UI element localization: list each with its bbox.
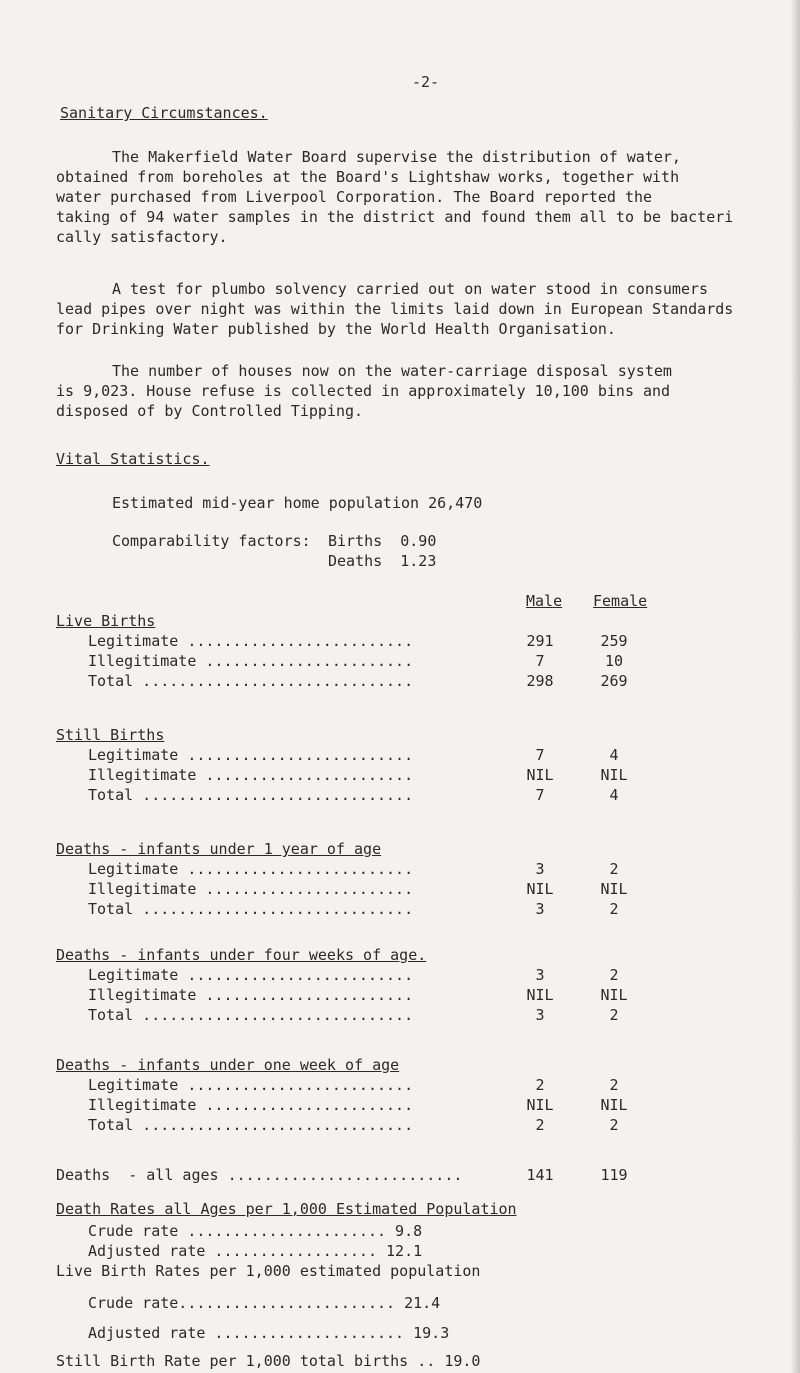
para1-line4: taking of 94 water samples in the district and found them all to be bacteri xyxy=(56,208,734,226)
male-value: 3 xyxy=(535,860,545,878)
page-edge-shadow xyxy=(790,0,800,1373)
row-label: Total .............................. xyxy=(88,1116,414,1134)
male-value: 3 xyxy=(535,900,545,918)
para3-line3: disposed of by Controlled Tipping. xyxy=(56,402,364,420)
row-label: Illegitimate ....................... xyxy=(88,986,414,1004)
death-rates-heading-text: Death Rates all Ages per 1,000 Estimated Population xyxy=(56,1200,517,1218)
para1-line2: obtained from boreholes at the Board's Lightshaw works, together with xyxy=(56,168,680,186)
female-value: 2 xyxy=(609,966,619,984)
male-value: NIL xyxy=(526,766,554,784)
male-value: 291 xyxy=(526,632,554,650)
section-heading xyxy=(56,1056,399,1074)
row-label: Legitimate ......................... xyxy=(88,632,414,650)
male-value: 7 xyxy=(535,786,545,804)
deaths-factor: Deaths 1.23 xyxy=(328,552,437,570)
birth-crude-rate: Crude rate........................ 21.4 xyxy=(88,1294,441,1312)
column-male xyxy=(526,592,562,610)
section-heading xyxy=(56,840,381,858)
death-crude-rate: Crude rate ...................... 9.8 xyxy=(88,1222,423,1240)
page-number: -2- xyxy=(412,73,440,91)
sanitary-heading-text: Sanitary Circumstances. xyxy=(60,104,268,122)
row-label: Illegitimate ....................... xyxy=(88,1096,414,1114)
female-value: 4 xyxy=(609,786,619,804)
death-adjusted-rate: Adjusted rate .................. 12.1 xyxy=(88,1242,423,1260)
sanitary-heading xyxy=(60,104,268,122)
female-value: 2 xyxy=(609,900,619,918)
female-value: NIL xyxy=(600,986,628,1004)
row-label: Legitimate ......................... xyxy=(88,746,414,764)
section-heading xyxy=(56,726,164,744)
section-heading-text: Live Births xyxy=(56,612,156,630)
row-label: Legitimate ......................... xyxy=(88,860,414,878)
male-value: NIL xyxy=(526,986,554,1004)
female-value: 2 xyxy=(609,1006,619,1024)
birth-adjusted-rate: Adjusted rate ..................... 19.3 xyxy=(88,1324,450,1342)
female-value: NIL xyxy=(600,880,628,898)
row-label: Total .............................. xyxy=(88,672,414,690)
column-female-text: Female xyxy=(593,592,648,610)
section-heading xyxy=(56,946,426,964)
column-male-text: Male xyxy=(526,592,563,610)
vital-heading xyxy=(56,450,210,468)
section-heading-text: Still Births xyxy=(56,726,165,744)
para2-line3: for Drinking Water published by the World Health Organisation. xyxy=(56,320,616,338)
male-value: 298 xyxy=(526,672,554,690)
row-label: Illegitimate ....................... xyxy=(88,652,414,670)
column-female xyxy=(593,592,647,610)
section-heading-text: Deaths - infants under 1 year of age xyxy=(56,840,382,858)
male-value: 3 xyxy=(535,1006,545,1024)
para2-line1: A test for plumbo solvency carried out on water stood in consumers xyxy=(112,280,709,298)
section-heading-text: Deaths - infants under one week of age xyxy=(56,1056,400,1074)
female-value: 119 xyxy=(600,1166,628,1184)
population-line: Estimated mid-year home population 26,470 xyxy=(112,494,483,512)
para1-line3: water purchased from Liverpool Corporation. The Board reported the xyxy=(56,188,653,206)
female-value: 2 xyxy=(609,1116,619,1134)
male-value: 2 xyxy=(535,1116,545,1134)
female-value: 4 xyxy=(609,746,619,764)
row-label: Total .............................. xyxy=(88,1006,414,1024)
para1-line1: The Makerfield Water Board supervise the distribution of water, xyxy=(112,148,681,166)
all-ages-label: Deaths - all ages .......................... xyxy=(56,1166,463,1184)
births-factor: Births 0.90 xyxy=(328,532,437,550)
female-value: NIL xyxy=(600,1096,628,1114)
live-birth-rates-heading: Live Birth Rates per 1,000 estimated population xyxy=(56,1262,481,1280)
para3-line2: is 9,023. House refuse is collected in approximately 10,100 bins and xyxy=(56,382,671,400)
para2-line2: lead pipes over night was within the limits laid down in European Standards xyxy=(56,300,734,318)
female-value: NIL xyxy=(600,766,628,784)
male-value: 141 xyxy=(526,1166,554,1184)
row-label: Legitimate ......................... xyxy=(88,1076,414,1094)
female-value: 10 xyxy=(604,652,624,670)
female-value: 2 xyxy=(609,860,619,878)
section-heading xyxy=(56,612,155,630)
section-heading-text: Deaths - infants under four weeks of age. xyxy=(56,946,427,964)
female-value: 2 xyxy=(609,1076,619,1094)
vital-heading-text: Vital Statistics. xyxy=(56,450,210,468)
male-value: 7 xyxy=(535,746,545,764)
comparability-label: Comparability factors: xyxy=(112,532,311,550)
male-value: NIL xyxy=(526,880,554,898)
male-value: 7 xyxy=(535,652,545,670)
row-label: Total .............................. xyxy=(88,786,414,804)
row-label: Illegitimate ....................... xyxy=(88,766,414,784)
para1-line5: cally satisfactory. xyxy=(56,228,228,246)
male-value: 3 xyxy=(535,966,545,984)
death-rates-heading xyxy=(56,1200,517,1218)
male-value: NIL xyxy=(526,1096,554,1114)
still-birth-rate: Still Birth Rate per 1,000 total births .. 19.0 xyxy=(56,1352,481,1370)
row-label: Illegitimate ....................... xyxy=(88,880,414,898)
male-value: 2 xyxy=(535,1076,545,1094)
row-label: Legitimate ......................... xyxy=(88,966,414,984)
para3-line1: The number of houses now on the water-carriage disposal system xyxy=(112,362,672,380)
female-value: 269 xyxy=(600,672,628,690)
female-value: 259 xyxy=(600,632,628,650)
row-label: Total .............................. xyxy=(88,900,414,918)
